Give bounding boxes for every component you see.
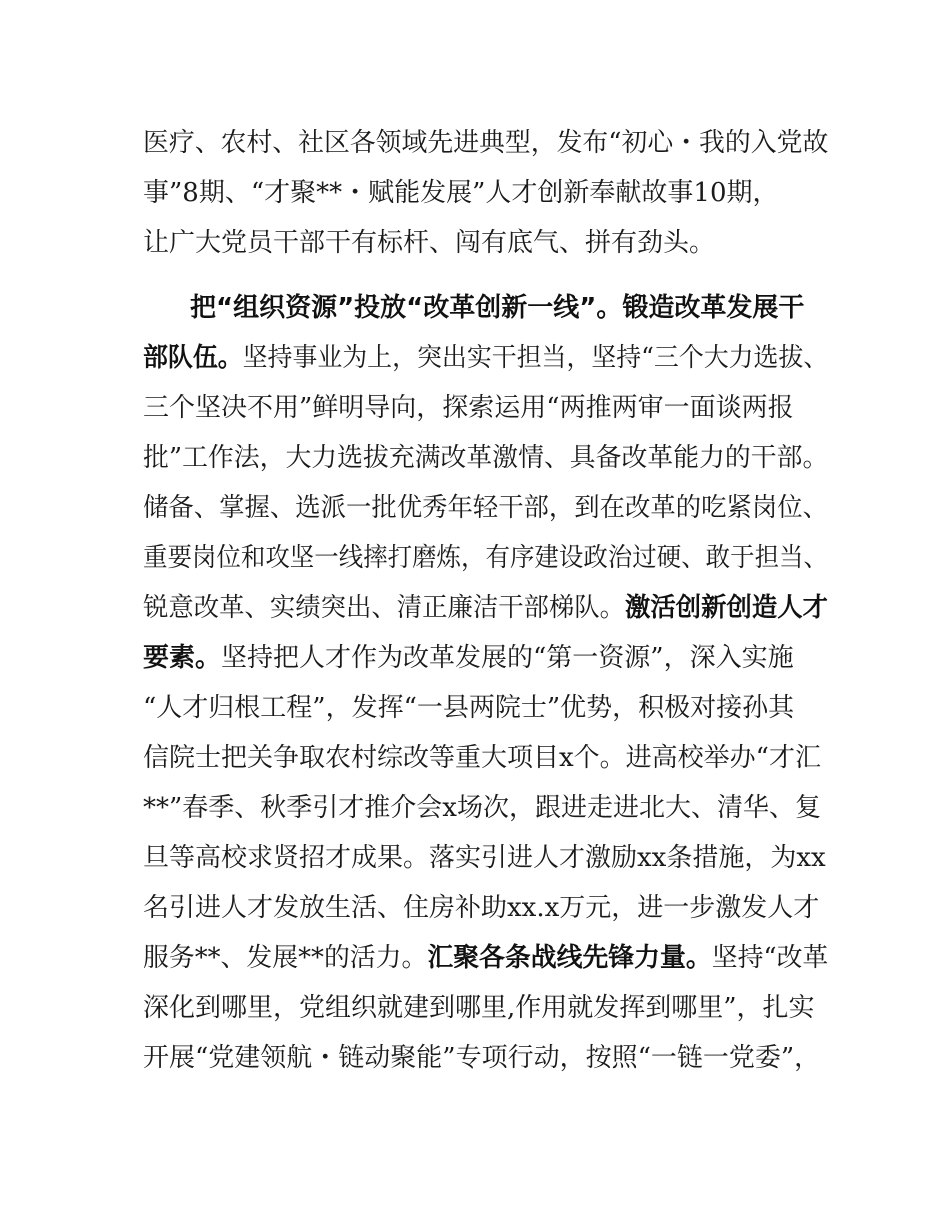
text-line: “人才归根工程”，发挥“一县两院士”优势，积极对接孙其 xyxy=(143,693,795,723)
text-line: 重要岗位和攻坚一线摔打磨炼，有序建设政治过硬、敢于担当、 xyxy=(143,543,828,573)
text-span: 坚持事业为上，突出实干担当，坚持“三个大力选拔、 xyxy=(242,343,829,373)
text-line xyxy=(143,640,794,676)
text-line: 三个坚决不用”鲜明导向，探索运用“两推两审一面谈两报 xyxy=(143,393,794,423)
text-line: 名引进人才发放生活、住房补助xx.x万元，进一步激发人才 xyxy=(143,893,820,923)
text-line: 批”工作法，大力选拔充满改革激情、具备改革能力的干部。 xyxy=(143,443,829,473)
text-line: **”春季、秋季引才推介会x场次，跟进走进北大、清华、复 xyxy=(143,793,821,823)
text-line: 事”8期、“才聚**・赋能发展”人才创新奉献故事10期， xyxy=(143,178,779,208)
text-span: 坚持“改革 xyxy=(711,943,829,973)
text-line: 旦等高校求贤招才成果。落实引进人才激励xx条措施，为xx xyxy=(143,843,826,873)
text-line: 医疗、农村、社区各领域先进典型，发布“初心・我的入党故 xyxy=(143,128,829,158)
text-span: 锐意改革、实绩突出、清正廉洁干部梯队。 xyxy=(143,593,626,623)
text-line xyxy=(143,340,828,376)
bold-heading: 汇聚各条战线先锋力量。 xyxy=(427,943,712,973)
bold-heading: 部队伍。 xyxy=(143,343,243,373)
text-line: 储备、掌握、选派一批优秀年轻干部，到在改革的吃紧岗位、 xyxy=(143,493,829,523)
text-line: 信院士把关争取农村综改等重大项目x个。进高校举办“才汇 xyxy=(143,743,821,773)
text-line xyxy=(143,590,828,626)
text-line xyxy=(190,290,804,326)
text-span: 服务**、发展**的活力。 xyxy=(143,943,428,973)
text-span: 坚持把人才作为改革发展的“第一资源”，深入实施 xyxy=(221,643,794,673)
text-line xyxy=(143,940,828,976)
text-line: 深化到哪里，党组织就建到哪里,作用就发挥到哪里”，扎实 xyxy=(143,993,815,1023)
bold-heading: 激活创新创造人才 xyxy=(625,593,829,623)
text-line: 开展“党建领航・链动聚能”专项行动，按照“一链一党委”， xyxy=(143,1043,821,1073)
text-line: 让广大党员干部干有标杆、闯有底气、拼有劲头。 xyxy=(143,228,716,258)
bold-heading: 把“组织资源”投放“改革创新一线”。锻造改革发展干 xyxy=(190,293,805,323)
bold-heading: 要素。 xyxy=(143,643,222,673)
